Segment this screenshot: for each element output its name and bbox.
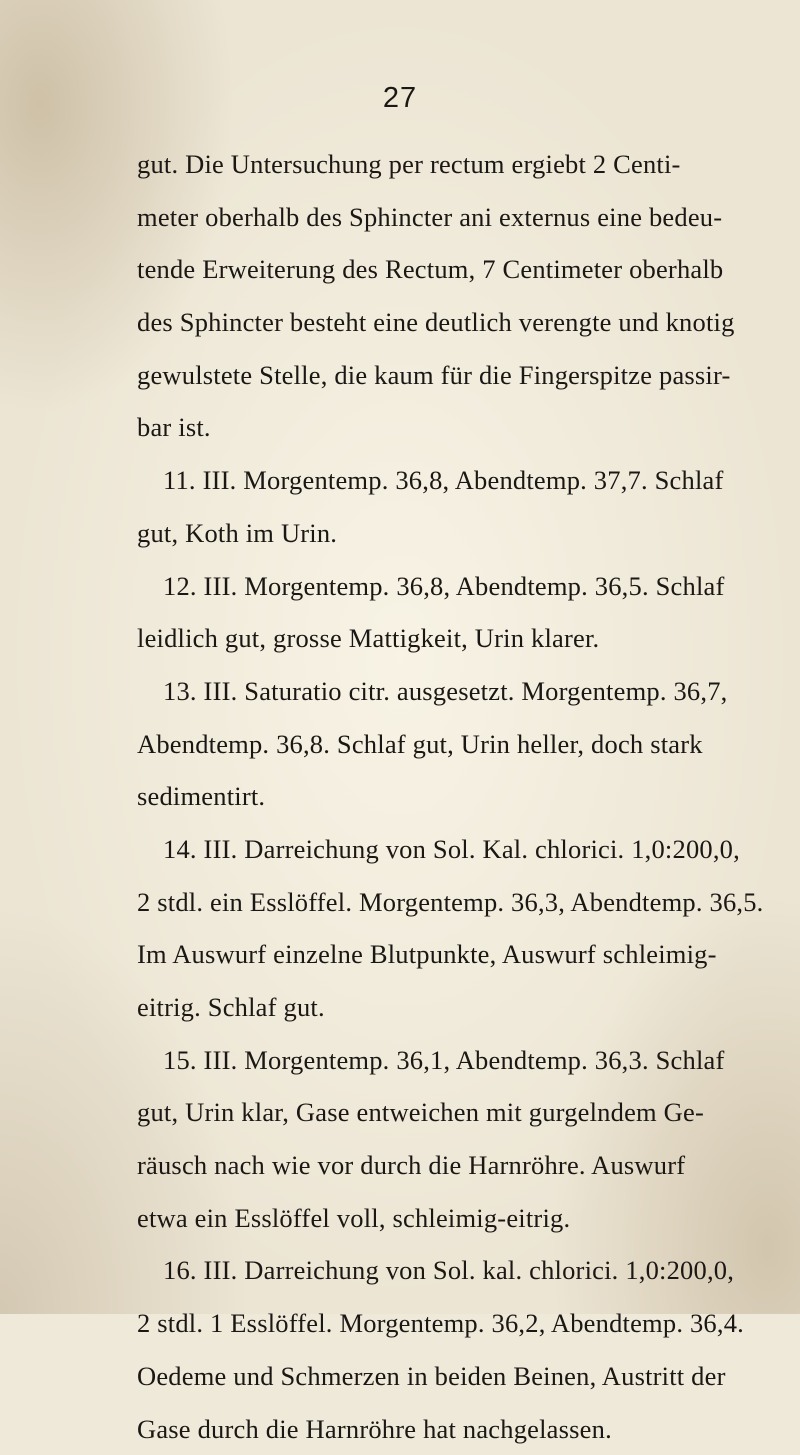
text-line: 11. III. Morgentemp. 36,8, Abendtemp. 37,7. Schlaf [137,454,677,507]
text-line: bar ist. [137,401,677,454]
text-line: meter oberhalb des Sphincter ani externus eine bedeu- [137,191,677,244]
text-line: 12. III. Morgentemp. 36,8, Abendtemp. 36,5. Schlaf [137,560,677,613]
text-line: 2 stdl. 1 Esslöffel. Morgentemp. 36,2, Abendtemp. 36,4. [137,1297,677,1350]
text-line: 15. III. Morgentemp. 36,1, Abendtemp. 36,3. Schlaf [137,1034,677,1087]
text-line: 16. III. Darreichung von Sol. kal. chlorici. 1,0:200,0, [137,1244,677,1297]
text-line: gut. Die Untersuchung per rectum ergiebt 2 Centi- [137,138,677,191]
text-line: 14. III. Darreichung von Sol. Kal. chlorici. 1,0:200,0, [137,823,677,876]
text-line: Im Auswurf einzelne Blutpunkte, Auswurf schleimig- [137,928,677,981]
text-line: gewulstete Stelle, die kaum für die Fingerspitze passir- [137,349,677,402]
body-text [137,138,677,1455]
text-line: leidlich gut, grosse Mattigkeit, Urin klarer. [137,612,677,665]
text-line: 2 stdl. ein Esslöffel. Morgentemp. 36,3, Abendtemp. 36,5. [137,876,677,929]
text-line: etwa ein Esslöffel voll, schleimig-eitrig. [137,1192,677,1245]
page-number: 27 [0,82,800,115]
text-line: sedimentirt. [137,770,677,823]
text-line: Abendtemp. 36,8. Schlaf gut, Urin heller, doch stark [137,718,677,771]
text-line: eitrig. Schlaf gut. [137,981,677,1034]
text-line: räusch nach wie vor durch die Harnröhre. Auswurf [137,1139,677,1192]
text-line: des Sphincter besteht eine deutlich verengte und knotig [137,296,677,349]
text-line: gut, Urin klar, Gase entweichen mit gurgelndem Ge- [137,1086,677,1139]
text-line: 13. III. Saturatio citr. ausgesetzt. Morgentemp. 36,7, [137,665,677,718]
text-line: tende Erweiterung des Rectum, 7 Centimeter oberhalb [137,243,677,296]
text-line: Oedeme und Schmerzen in beiden Beinen, Austritt der [137,1350,677,1403]
text-line: gut, Koth im Urin. [137,507,677,560]
text-line: Gase durch die Harnröhre hat nachgelassen. [137,1403,677,1455]
